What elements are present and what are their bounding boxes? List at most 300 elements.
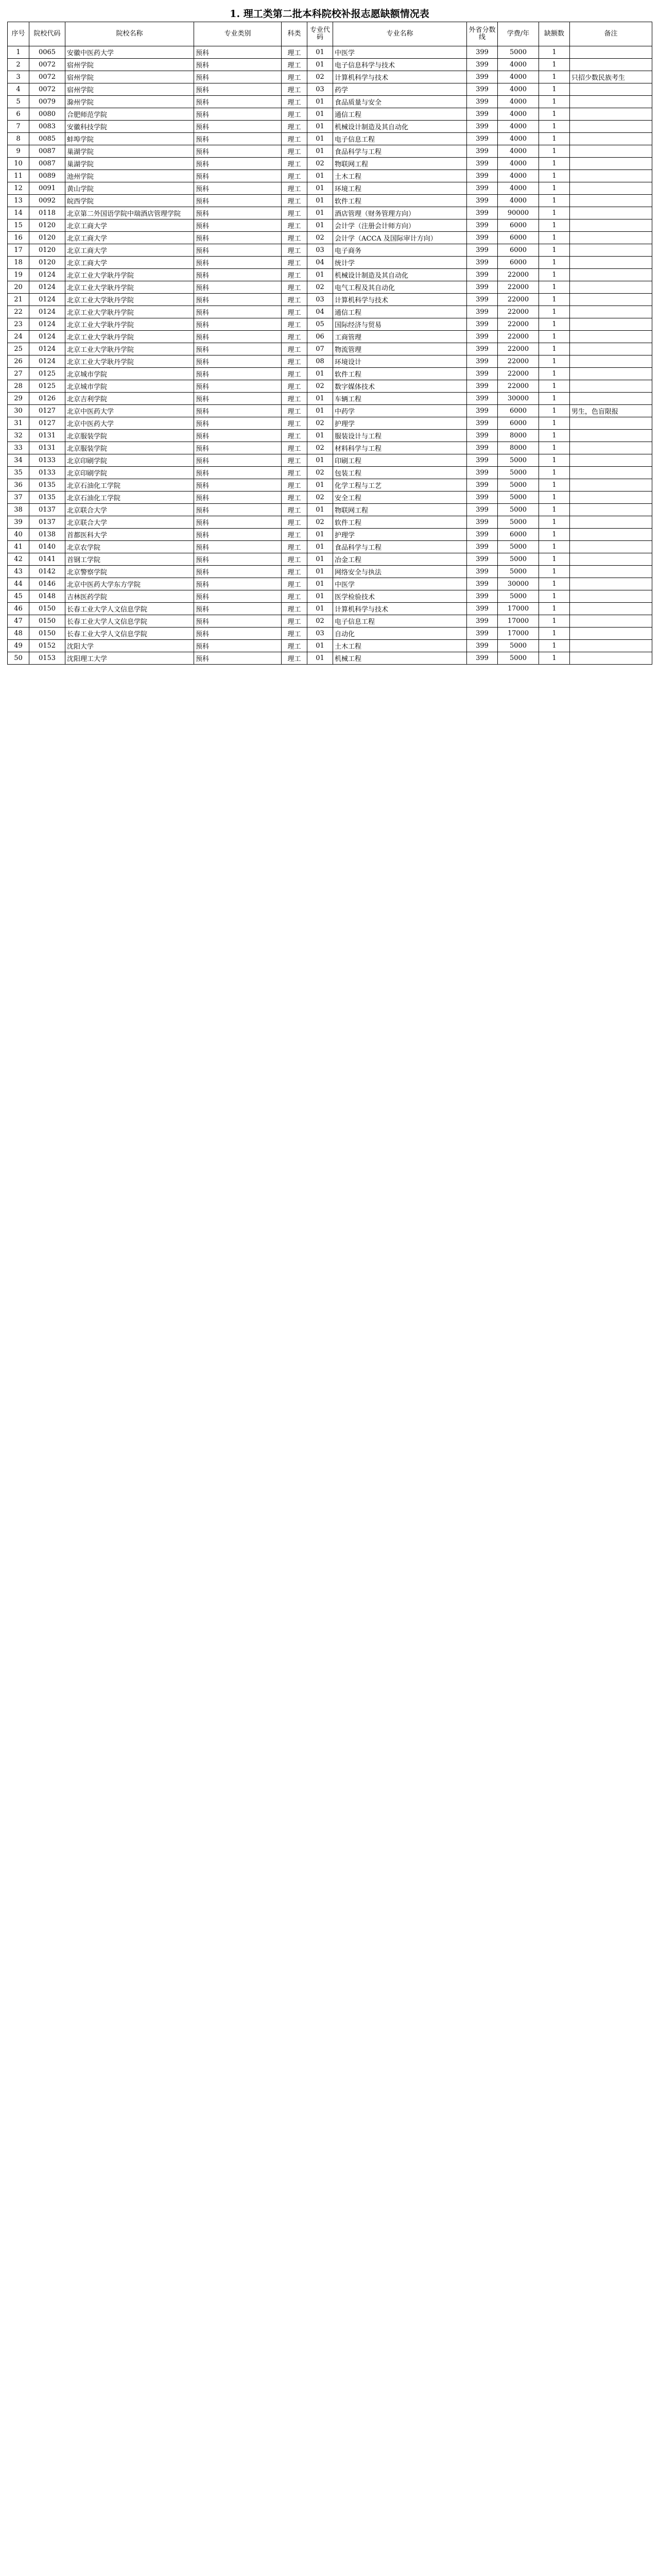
table-cell — [570, 553, 652, 566]
table-cell: 宿州学院 — [65, 71, 194, 83]
table-cell: 预科 — [194, 405, 282, 417]
table-cell: 5000 — [498, 504, 539, 516]
table-cell: 理工 — [282, 294, 307, 306]
table-cell: 15 — [8, 219, 29, 232]
table-cell: 22000 — [498, 306, 539, 318]
table-cell: 40 — [8, 529, 29, 541]
table-cell: 1 — [539, 133, 570, 145]
table-cell: 02 — [307, 467, 333, 479]
table-cell: 理工 — [282, 529, 307, 541]
table-cell — [570, 121, 652, 133]
table-cell: 1 — [539, 170, 570, 182]
table-cell: 6000 — [498, 417, 539, 430]
table-cell: 沈阳理工大学 — [65, 652, 194, 665]
table-cell: 1 — [539, 343, 570, 355]
table-cell: 中医学 — [333, 578, 467, 590]
table-cell: 软件工程 — [333, 368, 467, 380]
table-cell — [570, 442, 652, 454]
table-cell: 网络安全与执法 — [333, 566, 467, 578]
header-cell: 专业代码 — [307, 22, 333, 46]
table-cell: 化学工程与工艺 — [333, 479, 467, 492]
table-cell: 399 — [467, 121, 498, 133]
table-row — [8, 108, 652, 121]
table-cell — [570, 479, 652, 492]
table-cell: 会计学（ACCA 及国际审计方向） — [333, 232, 467, 244]
table-cell: 0089 — [29, 170, 65, 182]
table-cell: 399 — [467, 479, 498, 492]
table-cell: 22000 — [498, 355, 539, 368]
table-cell: 北京工商大学 — [65, 244, 194, 257]
table-cell: 10 — [8, 158, 29, 170]
table-cell: 理工 — [282, 343, 307, 355]
table-cell: 5000 — [498, 454, 539, 467]
table-cell: 0091 — [29, 182, 65, 195]
table-cell: 1 — [539, 281, 570, 294]
table-cell — [570, 207, 652, 219]
table-cell: 1 — [539, 232, 570, 244]
table-cell: 9 — [8, 145, 29, 158]
table-cell: 吉林医药学院 — [65, 590, 194, 603]
table-row — [8, 244, 652, 257]
table-cell: 安徽中医药大学 — [65, 46, 194, 59]
table-cell: 399 — [467, 331, 498, 343]
table-cell: 22 — [8, 306, 29, 318]
table-cell: 04 — [307, 306, 333, 318]
table-cell: 6000 — [498, 244, 539, 257]
table-cell: 预科 — [194, 603, 282, 615]
table-cell: 北京城市学院 — [65, 380, 194, 393]
table-cell: 0118 — [29, 207, 65, 219]
table-cell — [570, 430, 652, 442]
table-cell: 17000 — [498, 603, 539, 615]
table-cell — [570, 652, 652, 665]
table-body — [8, 46, 652, 665]
table-cell: 计算机科学与技术 — [333, 71, 467, 83]
table-cell: 1 — [539, 368, 570, 380]
table-cell: 理工 — [282, 96, 307, 108]
table-cell: 预科 — [194, 108, 282, 121]
table-cell: 北京工商大学 — [65, 257, 194, 269]
table-row — [8, 59, 652, 71]
table-cell: 医学检验技术 — [333, 590, 467, 603]
table-cell: 理工 — [282, 219, 307, 232]
table-cell: 399 — [467, 96, 498, 108]
table-cell: 北京中医药大学东方学院 — [65, 578, 194, 590]
table-cell: 北京工业大学耿丹学院 — [65, 318, 194, 331]
table-cell: 4000 — [498, 182, 539, 195]
table-cell: 预科 — [194, 628, 282, 640]
table-cell: 1 — [539, 380, 570, 393]
table-cell: 399 — [467, 170, 498, 182]
table-cell: 电气工程及其自动化 — [333, 281, 467, 294]
table-cell: 理工 — [282, 232, 307, 244]
table-cell: 399 — [467, 652, 498, 665]
table-cell: 预科 — [194, 504, 282, 516]
table-cell: 0120 — [29, 219, 65, 232]
table-row — [8, 96, 652, 108]
table-cell: 计算机科学与技术 — [333, 603, 467, 615]
table-cell: 399 — [467, 590, 498, 603]
table-cell: 04 — [307, 257, 333, 269]
table-cell: 理工 — [282, 566, 307, 578]
table-cell: 01 — [307, 219, 333, 232]
table-cell: 5000 — [498, 541, 539, 553]
table-cell: 0142 — [29, 566, 65, 578]
table-cell: 03 — [307, 294, 333, 306]
table-cell: 01 — [307, 368, 333, 380]
table-header — [8, 22, 652, 46]
table-cell: 4000 — [498, 195, 539, 207]
table-row — [8, 133, 652, 145]
table-row — [8, 405, 652, 417]
table-cell: 0152 — [29, 640, 65, 652]
table-cell: 399 — [467, 108, 498, 121]
table-row — [8, 281, 652, 294]
table-cell: 宿州学院 — [65, 59, 194, 71]
table-cell — [570, 566, 652, 578]
table-row — [8, 553, 652, 566]
table-cell: 30 — [8, 405, 29, 417]
table-cell: 北京印刷学院 — [65, 454, 194, 467]
table-cell: 药学 — [333, 83, 467, 96]
table-cell: 理工 — [282, 628, 307, 640]
table-row — [8, 454, 652, 467]
table-cell: 01 — [307, 269, 333, 281]
table-cell: 32 — [8, 430, 29, 442]
table-cell: 38 — [8, 504, 29, 516]
table-cell: 统计学 — [333, 257, 467, 269]
table-cell — [570, 46, 652, 59]
table-cell: 399 — [467, 219, 498, 232]
table-cell: 01 — [307, 207, 333, 219]
table-cell: 预科 — [194, 590, 282, 603]
table-cell: 1 — [539, 145, 570, 158]
table-cell: 理工 — [282, 133, 307, 145]
table-cell: 01 — [307, 529, 333, 541]
table-cell — [570, 590, 652, 603]
table-cell: 预科 — [194, 219, 282, 232]
table-cell: 1 — [8, 46, 29, 59]
table-cell: 01 — [307, 430, 333, 442]
table-cell: 1 — [539, 355, 570, 368]
table-cell: 03 — [307, 83, 333, 96]
table-cell: 食品科学与工程 — [333, 145, 467, 158]
table-cell — [570, 232, 652, 244]
table-cell: 01 — [307, 566, 333, 578]
table-cell: 黄山学院 — [65, 182, 194, 195]
table-cell: 北京农学院 — [65, 541, 194, 553]
table-cell: 399 — [467, 417, 498, 430]
table-cell: 巢湖学院 — [65, 158, 194, 170]
table-cell: 02 — [307, 492, 333, 504]
table-cell: 预科 — [194, 479, 282, 492]
table-cell: 1 — [539, 83, 570, 96]
table-cell: 02 — [307, 158, 333, 170]
table-cell: 1 — [539, 182, 570, 195]
table-cell: 4000 — [498, 71, 539, 83]
table-cell: 中药学 — [333, 405, 467, 417]
table-cell: 会计学（注册会计师方向） — [333, 219, 467, 232]
table-cell: 05 — [307, 318, 333, 331]
table-cell: 02 — [307, 615, 333, 628]
table-cell: 399 — [467, 343, 498, 355]
table-row — [8, 331, 652, 343]
table-cell: 4 — [8, 83, 29, 96]
table-cell: 0137 — [29, 504, 65, 516]
table-cell: 理工 — [282, 170, 307, 182]
table-cell: 5000 — [498, 640, 539, 652]
table-cell: 399 — [467, 380, 498, 393]
table-cell: 02 — [307, 281, 333, 294]
table-cell: 理工 — [282, 467, 307, 479]
table-cell: 安徽科技学院 — [65, 121, 194, 133]
table-cell: 1 — [539, 529, 570, 541]
table-cell: 01 — [307, 454, 333, 467]
table-cell: 0072 — [29, 59, 65, 71]
table-cell: 物流管理 — [333, 343, 467, 355]
table-cell: 02 — [307, 232, 333, 244]
table-cell: 0120 — [29, 232, 65, 244]
table-row — [8, 182, 652, 195]
table-cell: 0141 — [29, 553, 65, 566]
table-cell: 39 — [8, 516, 29, 529]
table-cell: 399 — [467, 244, 498, 257]
table-cell: 50 — [8, 652, 29, 665]
table-cell: 北京警察学院 — [65, 566, 194, 578]
table-cell: 0150 — [29, 628, 65, 640]
table-cell: 1 — [539, 516, 570, 529]
table-cell: 19 — [8, 269, 29, 281]
table-cell: 01 — [307, 182, 333, 195]
table-row — [8, 628, 652, 640]
table-cell: 理工 — [282, 405, 307, 417]
table-cell — [570, 83, 652, 96]
table-cell: 北京石油化工学院 — [65, 479, 194, 492]
table-cell: 0124 — [29, 318, 65, 331]
table-cell: 5 — [8, 96, 29, 108]
table-cell: 预科 — [194, 121, 282, 133]
table-cell: 理工 — [282, 504, 307, 516]
table-cell: 399 — [467, 281, 498, 294]
table-cell: 理工 — [282, 83, 307, 96]
table-cell: 399 — [467, 615, 498, 628]
table-cell: 0126 — [29, 393, 65, 405]
table-cell: 池州学院 — [65, 170, 194, 182]
table-cell: 预科 — [194, 46, 282, 59]
table-cell: 1 — [539, 615, 570, 628]
table-cell: 399 — [467, 405, 498, 417]
table-cell: 26 — [8, 355, 29, 368]
table-cell: 399 — [467, 516, 498, 529]
table-cell: 8 — [8, 133, 29, 145]
table-cell: 理工 — [282, 553, 307, 566]
table-cell: 1 — [539, 454, 570, 467]
table-row — [8, 306, 652, 318]
table-cell: 自动化 — [333, 628, 467, 640]
table-cell: 8000 — [498, 430, 539, 442]
table-cell: 399 — [467, 492, 498, 504]
header-cell: 缺额数 — [539, 22, 570, 46]
table-cell: 理工 — [282, 393, 307, 405]
vacancy-table — [7, 22, 652, 665]
table-cell: 北京工业大学耿丹学院 — [65, 294, 194, 306]
table-cell — [570, 331, 652, 343]
table-cell: 0125 — [29, 368, 65, 380]
table-cell: 17 — [8, 244, 29, 257]
table-cell — [570, 219, 652, 232]
table-cell: 399 — [467, 553, 498, 566]
table-cell: 22000 — [498, 269, 539, 281]
table-row — [8, 219, 652, 232]
table-row — [8, 195, 652, 207]
table-cell: 22000 — [498, 331, 539, 343]
table-row — [8, 603, 652, 615]
table-cell: 0124 — [29, 306, 65, 318]
document-title: 1. 理工类第二批本科院校补报志愿缺额情况表 — [230, 8, 429, 20]
table-cell: 0131 — [29, 442, 65, 454]
table-cell: 0124 — [29, 294, 65, 306]
table-cell: 1 — [539, 467, 570, 479]
table-cell: 软件工程 — [333, 516, 467, 529]
table-row — [8, 368, 652, 380]
header-cell: 外省分数线 — [467, 22, 498, 46]
table-cell: 1 — [539, 244, 570, 257]
table-cell: 皖西学院 — [65, 195, 194, 207]
table-cell: 01 — [307, 195, 333, 207]
table-cell: 预科 — [194, 195, 282, 207]
table-cell: 1 — [539, 628, 570, 640]
table-cell: 机械设计制造及其自动化 — [333, 269, 467, 281]
table-cell: 5000 — [498, 516, 539, 529]
table-cell: 护理学 — [333, 417, 467, 430]
table-cell: 01 — [307, 133, 333, 145]
table-row — [8, 343, 652, 355]
table-cell: 1 — [539, 553, 570, 566]
table-cell: 0140 — [29, 541, 65, 553]
table-cell: 01 — [307, 121, 333, 133]
table-cell: 预科 — [194, 294, 282, 306]
table-cell: 预科 — [194, 640, 282, 652]
table-cell: 预科 — [194, 269, 282, 281]
table-cell — [570, 578, 652, 590]
table-cell: 预科 — [194, 207, 282, 219]
table-cell — [570, 380, 652, 393]
table-cell: 49 — [8, 640, 29, 652]
table-cell: 电子信息工程 — [333, 133, 467, 145]
table-cell: 11 — [8, 170, 29, 182]
table-cell — [570, 158, 652, 170]
table-cell: 北京中医药大学 — [65, 405, 194, 417]
table-cell: 理工 — [282, 59, 307, 71]
table-row — [8, 257, 652, 269]
table-cell: 02 — [307, 516, 333, 529]
table-cell — [570, 170, 652, 182]
table-cell: 预科 — [194, 516, 282, 529]
table-cell: 理工 — [282, 331, 307, 343]
table-cell: 0087 — [29, 158, 65, 170]
table-cell: 预科 — [194, 430, 282, 442]
table-cell — [570, 492, 652, 504]
table-cell: 01 — [307, 578, 333, 590]
table-cell: 国际经济与贸易 — [333, 318, 467, 331]
table-cell: 预科 — [194, 170, 282, 182]
table-cell: 预科 — [194, 59, 282, 71]
table-cell: 22000 — [498, 281, 539, 294]
table-cell: 1 — [539, 158, 570, 170]
table-cell: 0124 — [29, 281, 65, 294]
table-cell: 01 — [307, 405, 333, 417]
table-cell: 399 — [467, 529, 498, 541]
table-cell: 预科 — [194, 454, 282, 467]
table-cell: 42 — [8, 553, 29, 566]
table-cell: 北京服装学院 — [65, 442, 194, 454]
table-cell: 北京第二外国语学院中瑞酒店管理学院 — [65, 207, 194, 219]
table-cell: 1 — [539, 269, 570, 281]
table-cell: 01 — [307, 96, 333, 108]
table-cell: 399 — [467, 145, 498, 158]
table-row — [8, 71, 652, 83]
table-cell: 合肥师范学院 — [65, 108, 194, 121]
table-cell: 4000 — [498, 145, 539, 158]
table-cell: 土木工程 — [333, 170, 467, 182]
table-cell: 数字媒体技术 — [333, 380, 467, 393]
table-cell: 1 — [539, 46, 570, 59]
table-cell: 理工 — [282, 479, 307, 492]
table-row — [8, 83, 652, 96]
header-cell: 专业类别 — [194, 22, 282, 46]
table-cell: 0131 — [29, 430, 65, 442]
table-cell: 理工 — [282, 578, 307, 590]
table-cell: 男生，色盲限报 — [570, 405, 652, 417]
table-cell: 理工 — [282, 318, 307, 331]
table-cell: 1 — [539, 603, 570, 615]
table-cell: 预科 — [194, 652, 282, 665]
table-cell — [570, 467, 652, 479]
table-cell: 材料科学与工程 — [333, 442, 467, 454]
table-cell: 预科 — [194, 96, 282, 108]
table-cell: 48 — [8, 628, 29, 640]
table-cell: 滁州学院 — [65, 96, 194, 108]
table-cell: 1 — [539, 318, 570, 331]
table-cell: 01 — [307, 541, 333, 553]
table-cell — [570, 182, 652, 195]
table-cell: 3 — [8, 71, 29, 83]
table-cell: 计算机科学与技术 — [333, 294, 467, 306]
table-row — [8, 430, 652, 442]
table-cell: 1 — [539, 405, 570, 417]
table-cell: 399 — [467, 46, 498, 59]
table-cell: 预科 — [194, 578, 282, 590]
table-cell — [570, 133, 652, 145]
table-cell: 01 — [307, 59, 333, 71]
table-cell: 理工 — [282, 257, 307, 269]
table-cell: 24 — [8, 331, 29, 343]
table-cell: 06 — [307, 331, 333, 343]
table-cell — [570, 541, 652, 553]
table-cell: 90000 — [498, 207, 539, 219]
header-cell: 序号 — [8, 22, 29, 46]
table-cell: 工商管理 — [333, 331, 467, 343]
table-cell: 北京石油化工学院 — [65, 492, 194, 504]
table-cell: 0072 — [29, 71, 65, 83]
table-cell: 1 — [539, 219, 570, 232]
table-cell: 22000 — [498, 318, 539, 331]
table-row — [8, 158, 652, 170]
table-cell — [570, 257, 652, 269]
table-cell: 0087 — [29, 145, 65, 158]
table-cell: 预科 — [194, 368, 282, 380]
table-cell: 0125 — [29, 380, 65, 393]
